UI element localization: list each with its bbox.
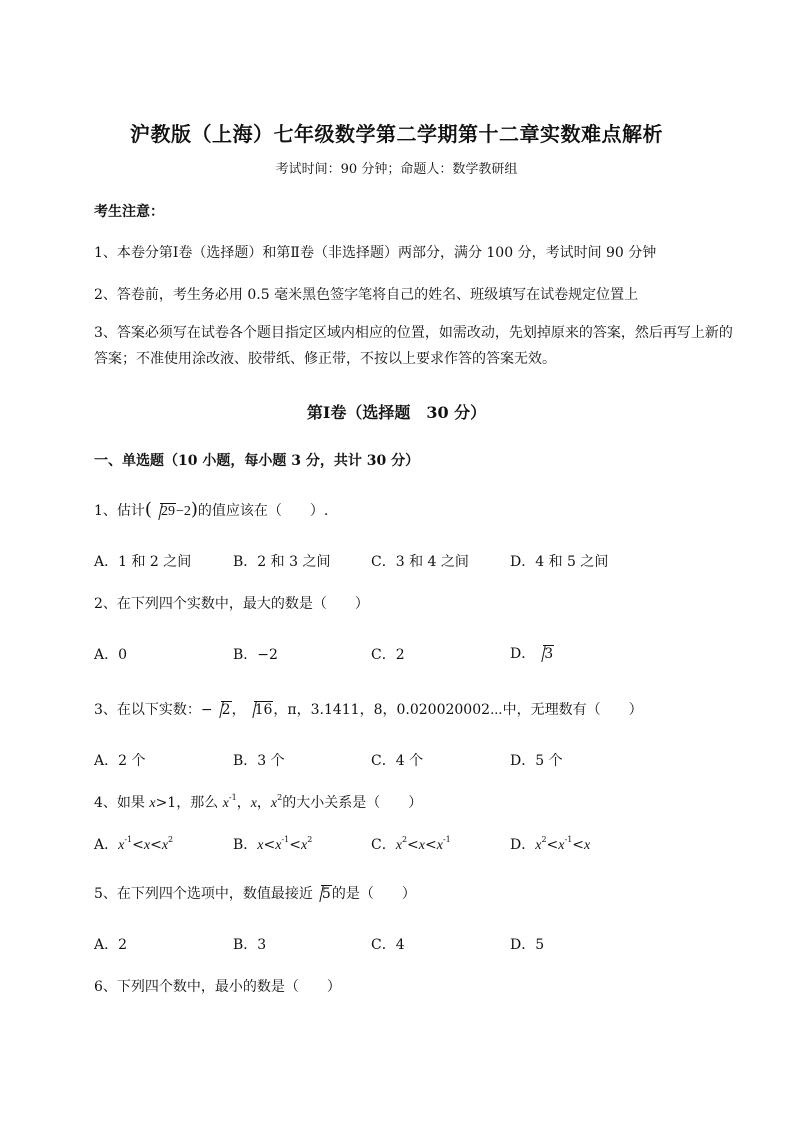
- sqrt-symbol: [535, 645, 554, 662]
- q4-option-d: [510, 834, 590, 854]
- question-4: [94, 792, 422, 812]
- q4-var: x: [143, 838, 151, 853]
- q4-var: x: [535, 838, 542, 853]
- q3-radicand-a: 2: [221, 702, 231, 718]
- notice-item-1: 1、本卷分第Ⅰ卷（选择题）和第Ⅱ卷（非选择题）两部分，满分 100 分，考试时间 90 分钟: [94, 245, 657, 261]
- notice-item-3: 3、答案必须写在试卷各个题目指定区域内相应的位置，如需改动，先划掉原来的答案，然后再写上新的答案；不准使用涂改液、胶带纸、修正带，不按以上要求作答的答案无效。: [94, 325, 733, 367]
- q4-exp: 2: [541, 835, 547, 844]
- q4-lt: <: [263, 837, 276, 853]
- q2-option-d: [510, 643, 554, 663]
- q3-radicand-b: 16: [254, 702, 273, 718]
- q4-var: x: [395, 838, 402, 853]
- q4-var: x: [436, 838, 443, 853]
- q4-lt: <: [424, 837, 437, 853]
- q4-var: x: [275, 838, 282, 853]
- question-2: 2、在下列四个实数中，最大的数是（ ）: [94, 596, 369, 612]
- sqrt-symbol: [313, 885, 332, 902]
- question-5: [94, 883, 416, 903]
- q1-expr-tail: −2: [175, 504, 191, 519]
- q2-option-c: C．2: [371, 647, 405, 663]
- q4-lt: <: [407, 837, 419, 853]
- q4-option-label: D．: [510, 837, 536, 853]
- page-title: 沪教版（上海）七年级数学第二学期第十二章实数难点解析: [130, 122, 663, 146]
- q4-var: x: [270, 796, 278, 811]
- q2-option-d-label: D．: [510, 646, 536, 662]
- notice-heading: 考生注意：: [94, 204, 164, 220]
- q4-var: x: [250, 796, 257, 811]
- q4-lt: <: [150, 837, 162, 853]
- q1-option-a: A．1 和 2 之间: [94, 554, 192, 570]
- q4-var: x: [149, 796, 156, 811]
- q4-var: x: [584, 838, 591, 853]
- q1-prefix: 1、估计: [94, 503, 145, 519]
- q3-option-b: B．3 个: [233, 753, 285, 769]
- q4-exp: -1: [124, 835, 133, 844]
- q1-option-b: B．2 和 3 之间: [233, 554, 331, 570]
- question-3: [94, 699, 643, 719]
- q2-option-d-radicand: 3: [544, 646, 554, 662]
- q4-lt: <: [546, 837, 559, 853]
- q4-option-label: B．: [233, 837, 258, 853]
- q4-option-c: [371, 834, 451, 854]
- q1-option-d: D．4 和 5 之间: [510, 554, 609, 570]
- q4-option-a: [94, 834, 173, 854]
- q4-exp: -1: [281, 835, 290, 844]
- q4-exp: -1: [442, 835, 451, 844]
- q4-exp: 2: [307, 835, 313, 844]
- q4-exp: -1: [228, 793, 237, 802]
- q5-option-b: B．3: [233, 937, 267, 953]
- q1-radicand: 29: [160, 504, 175, 519]
- q3-prefix: 3、在以下实数：−: [94, 702, 213, 718]
- q1-right-paren: ): [190, 499, 198, 520]
- q3-option-c: C．4 个: [371, 753, 424, 769]
- q4-var: x: [161, 838, 169, 853]
- q4-prefix: 4、如果: [94, 795, 150, 811]
- q5-radicand: 5: [321, 886, 331, 902]
- q4-option-label: C．: [371, 837, 396, 853]
- exam-info: 考试时间：90 分钟；命题人：数学教研组: [275, 162, 518, 177]
- q4-var: x: [301, 838, 308, 853]
- q4-var: x: [558, 838, 565, 853]
- q4-comma: ，: [236, 795, 251, 811]
- notice-item-2: 2、答卷前，考生务必用 0.5 毫米黑色签字笔将自己的姓名、班级填写在试卷规定位置上: [94, 287, 639, 303]
- q3-sep: ，: [231, 702, 246, 718]
- section-title: 第Ⅰ卷（选择题 30 分）: [306, 403, 487, 422]
- q4-exp: -1: [564, 835, 573, 844]
- q1-option-c: C．3 和 4 之间: [371, 554, 469, 570]
- part-heading: 一、单选题（10 小题，每小题 3 分，共计 30 分）: [94, 453, 420, 469]
- q4-option-label: A．: [94, 837, 119, 853]
- q4-exp: 2: [401, 835, 408, 844]
- q5-suffix: 的是（ ）: [331, 886, 416, 902]
- q4-exp: 2: [277, 793, 283, 802]
- q4-var: x: [257, 838, 264, 853]
- q4-exp: 2: [168, 835, 174, 844]
- q3-mid: ，π，3.1411，8，0.020020002⋯中，无理数有（ ）: [273, 702, 643, 718]
- q5-option-a: A．2: [94, 937, 128, 953]
- q4-suffix: 的大小关系是（ ）: [282, 795, 423, 811]
- q4-lt: <: [572, 837, 585, 853]
- q3-option-a: A．2 个: [94, 753, 146, 769]
- q4-option-b: [233, 834, 312, 854]
- q4-var: x: [118, 838, 125, 853]
- question-6: 6、下列四个数中，最小的数是（ ）: [94, 979, 341, 995]
- q4-var: x: [418, 838, 425, 853]
- q4-var: x: [222, 796, 229, 811]
- q4-lt: <: [132, 837, 144, 853]
- q5-option-c: C．4: [371, 937, 405, 953]
- sqrt-symbol: [246, 701, 274, 718]
- q5-option-d: D．5: [510, 937, 545, 953]
- q4-condition: >1，那么: [155, 795, 223, 811]
- q1-left-paren: (: [144, 499, 152, 520]
- sqrt-symbol: [152, 503, 176, 520]
- q2-option-b: B．−2: [233, 647, 278, 663]
- q3-option-d: D．5 个: [510, 753, 563, 769]
- q4-comma: ，: [256, 795, 271, 811]
- question-1: [94, 499, 328, 520]
- q5-prefix: 5、在下列四个选项中，数值最接近: [94, 886, 313, 902]
- sqrt-symbol: [213, 701, 232, 718]
- q4-lt: <: [289, 837, 301, 853]
- q2-option-a: A．0: [94, 647, 128, 663]
- q1-suffix: 的值应该在（ ）.: [197, 503, 329, 519]
